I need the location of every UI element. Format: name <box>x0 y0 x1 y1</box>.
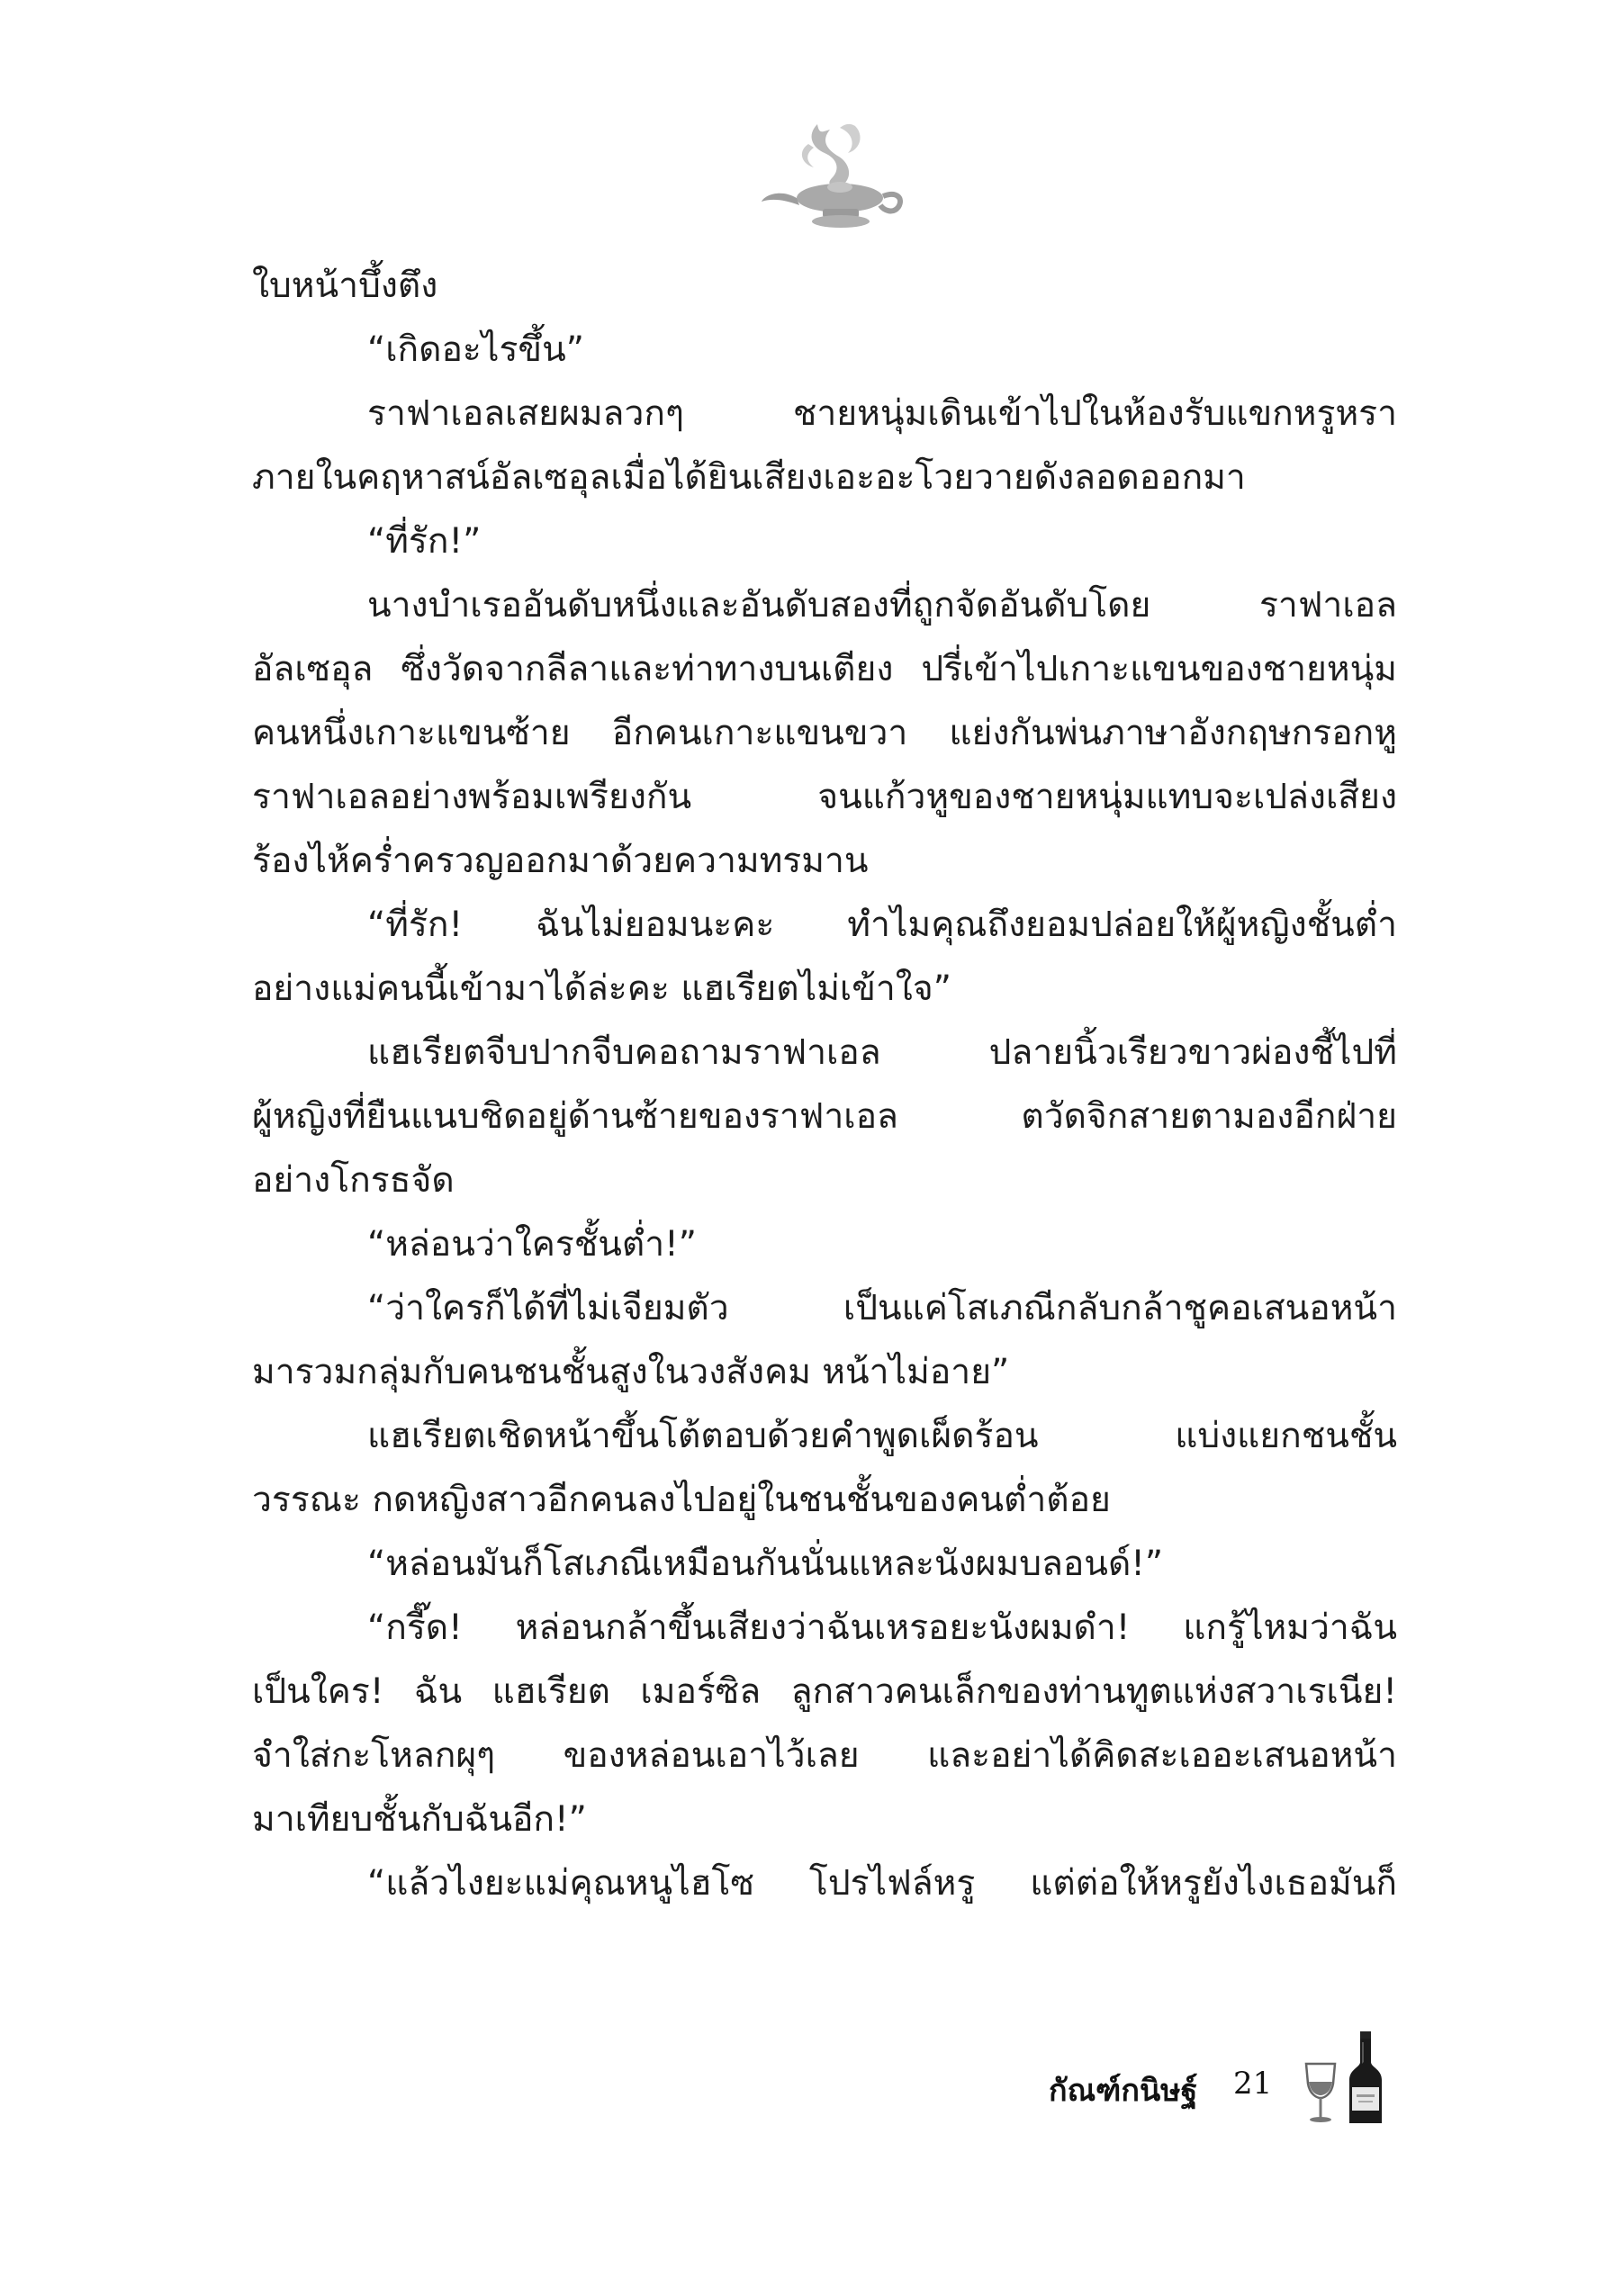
text-line: มาเทียบชั้นกับฉันอีก!” <box>252 1799 587 1840</box>
genie-lamp-icon <box>754 108 907 234</box>
text-line: เป็นใคร! ฉัน แฮเรียต เมอร์ซิล ลูกสาวคนเล็กของท่านทูตแห่งสวาเรเนีย! <box>252 1671 1397 1712</box>
text-line: จำใส่กะโหลกผุๆ ของหล่อนเอาไว้เลย และอย่าได้คิดสะเออะเสนอหน้า <box>252 1735 1397 1776</box>
text-line: อัลเซอุล ซึ่งวัดจากลีลาและท่าทางบนเตียง ปรี่เข้าไปเกาะแขนของชายหนุ่ม <box>252 649 1397 689</box>
text-line: แฮเรียตเชิดหน้าขึ้นโต้ตอบด้วยคำพูดเผ็ดร้อน แบ่งแยกชนชั้น <box>367 1416 1397 1456</box>
text-line: ใบหน้าบึ้งตึง <box>252 266 438 306</box>
text-line: “หล่อนมันก็โสเภณีเหมือนกันนั่นแหละนังผมบลอนด์!” <box>367 1544 1164 1584</box>
text-line: วรรณะ กดหญิงสาวอีกคนลงไปอยู่ในชนชั้นของคนต่ำต้อย <box>252 1480 1111 1520</box>
text-line: แฮเรียตจีบปากจีบคอถามราฟาเอล ปลายนิ้วเรียวขาวผ่องชี้ไปที่ <box>367 1032 1397 1073</box>
text-line: “แล้วไงยะแม่คุณหนูไฮโซ โปรไฟล์หรู แต่ต่อให้หรูยังไงเธอมันก็ <box>367 1863 1397 1904</box>
text-line: “กรี๊ด! หล่อนกล้าขึ้นเสียงว่าฉันเหรอยะนังผมดำ! แกรู้ไหมว่าฉัน <box>367 1607 1397 1648</box>
text-line: ร้องไห้คร่ำครวญออกมาด้วยความทรมาน <box>252 841 869 881</box>
text-line: “หล่อนว่าใครชั้นต่ำ!” <box>367 1224 697 1265</box>
page-number: 21 <box>1233 2066 1273 2102</box>
text-line: ภายในคฤหาสน์อัลเซอุลเมื่อได้ยินเสียงเอะอะโวยวายดังลอดออกมา <box>252 457 1246 498</box>
text-line: ราฟาเอลอย่างพร้อมเพรียงกัน จนแก้วหูของชายหนุ่มแทบจะเปล่งเสียง <box>252 777 1397 817</box>
text-line: “ว่าใครก็ได้ที่ไม่เจียมตัว เป็นแค่โสเภณีกลับกล้าชูคอเสนอหน้า <box>367 1288 1397 1328</box>
text-line: “ที่รัก! ฉันไม่ยอมนะคะ ทำไมคุณถึงยอมปล่อยให้ผู้หญิงชั้นต่ำ <box>367 905 1397 945</box>
body-text <box>252 254 1397 1915</box>
text-line: อย่างโกรธจัด <box>252 1160 455 1201</box>
wine-bottle-glass-icon <box>1303 2030 1420 2129</box>
text-line: “ที่รัก!” <box>367 521 482 562</box>
text-line: คนหนึ่งเกาะแขนซ้าย อีกคนเกาะแขนขวา แย่งกันพ่นภาษาอังกฤษกรอกหู <box>252 713 1397 753</box>
text-line: อย่างแม่คนนี้เข้ามาได้ล่ะคะ แฮเรียตไม่เข้าใจ” <box>252 968 951 1009</box>
text-line: ผู้หญิงที่ยืนแนบชิดอยู่ด้านซ้ายของราฟาเอล ตวัดจิกสายตามองอีกฝ่าย <box>252 1096 1397 1137</box>
text-line: “เกิดอะไรขึ้น” <box>367 329 584 370</box>
page-footer <box>1049 2030 1427 2129</box>
author-name: กัณฑ์กนิษฐ์ <box>1049 2073 1198 2109</box>
text-line: นางบำเรออันดับหนึ่งและอันดับสองที่ถูกจัดอันดับโดย ราฟาเอล <box>367 585 1397 626</box>
text-line: ราฟาเอลเสยผมลวกๆ ชายหนุ่มเดินเข้าไปในห้องรับแขกหรูหรา <box>367 393 1397 434</box>
text-line: มารวมกลุ่มกับคนชนชั้นสูงในวงสังคม หน้าไม่อาย” <box>252 1352 1010 1392</box>
